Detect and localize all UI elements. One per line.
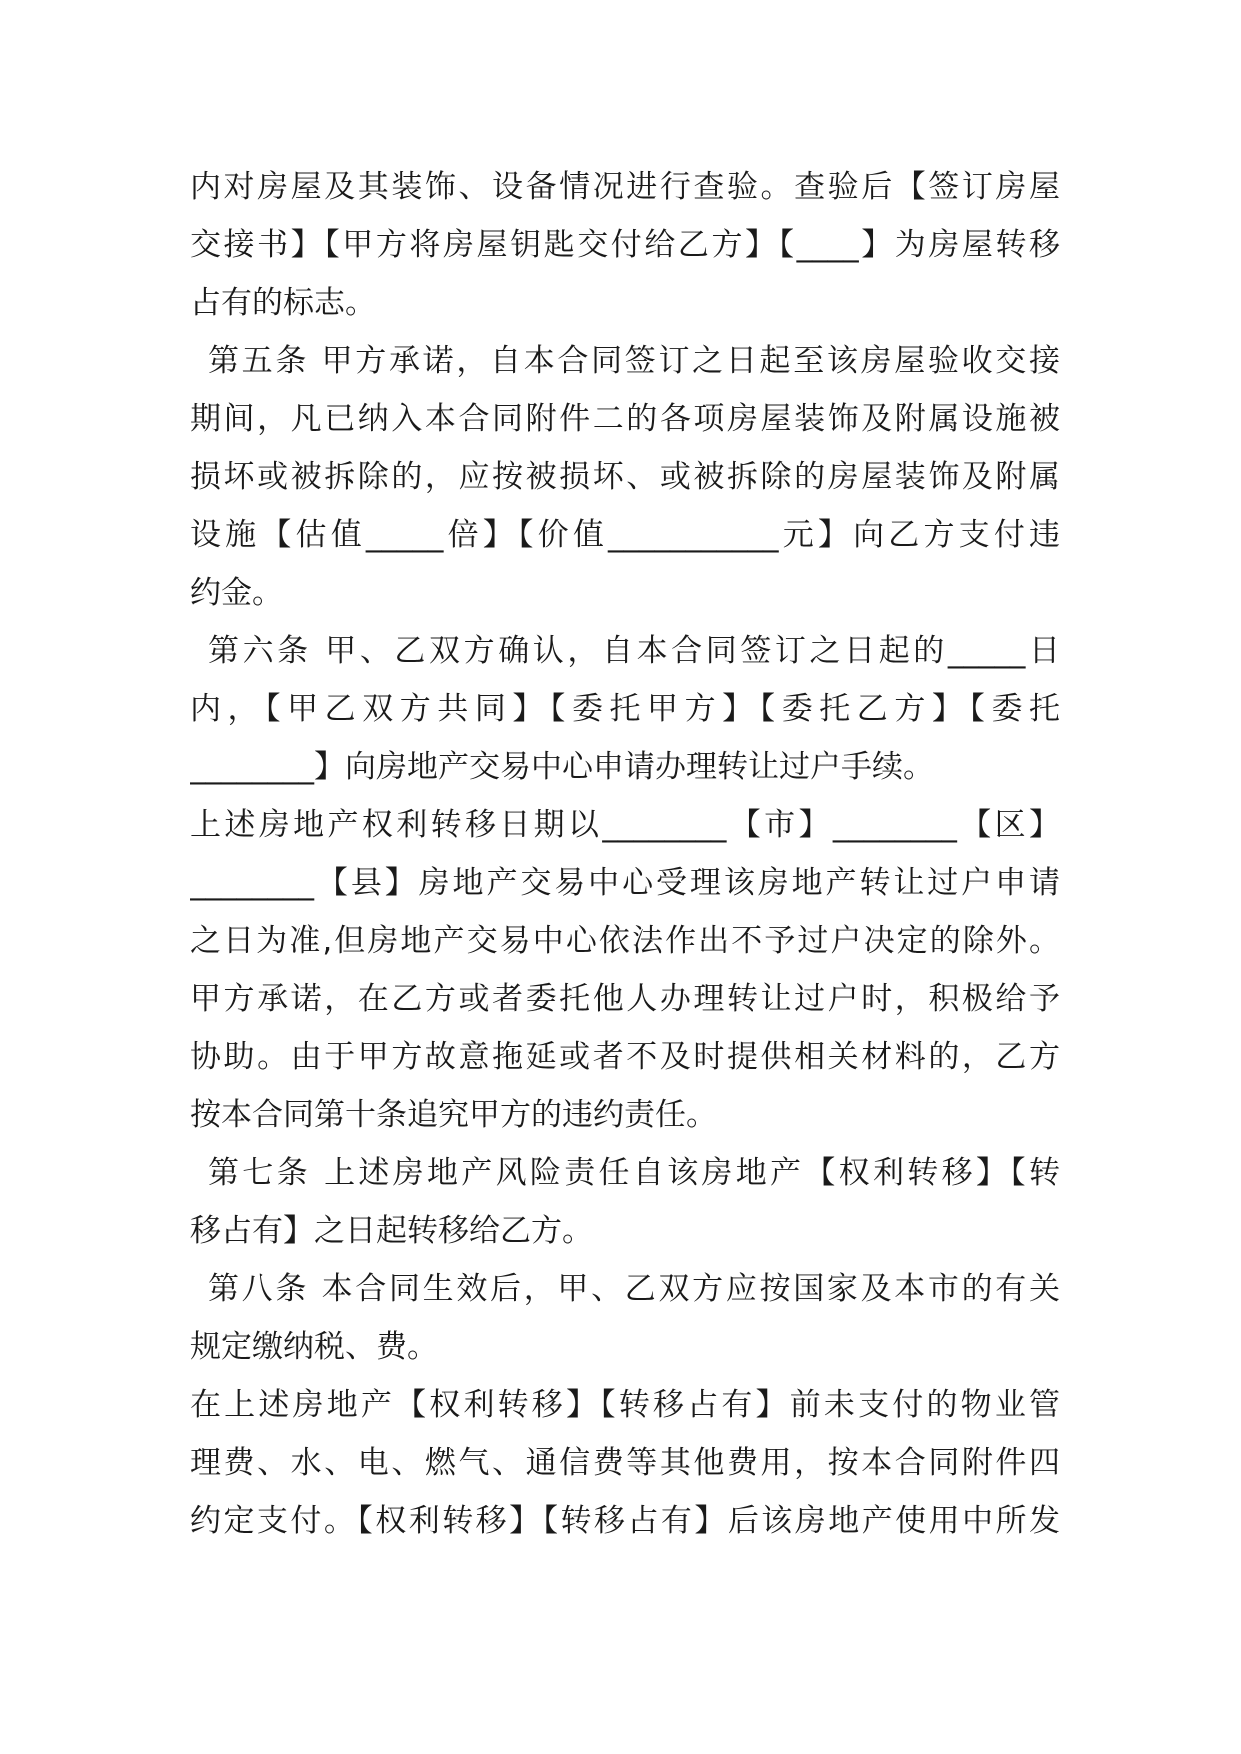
contract-text [190,158,1060,1550]
article-7-heading-line: 第七条 上述房地产风险责任自该房地产【权利转移】【转 [208,1155,1060,1191]
text-line: 内对房屋及其装饰、设备情况进行查验。查验后【签订房屋 [190,169,1060,205]
text-line: 损坏或被拆除的，应按被损坏、或被拆除的房屋装饰及附属 [190,459,1060,495]
text-line: 协助。由于甲方故意拖延或者不及时提供相关材料的，乙方 [190,1039,1060,1075]
text-line: 按本合同第十条追究甲方的违约责任。 [190,1097,717,1133]
article-5-heading-line: 第五条 甲方承诺，自本合同签订之日起至该房屋验收交接 [208,343,1060,379]
text-line: 交接书】【甲方将房屋钥匙交付给乙方】【____】为房屋转移 [190,227,1060,263]
text-line: 移占有】之日起转移给乙方。 [190,1213,593,1249]
text-line: 约定支付。【权利转移】【转移占有】后该房地产使用中所发 [190,1503,1060,1539]
text-line: 规定缴纳税、费。 [190,1329,438,1365]
text-line: 设施【估值_____倍】【价值___________元】向乙方支付违 [190,517,1060,553]
article-8-heading-line: 第八条 本合同生效后，甲、乙双方应按国家及本市的有关 [208,1271,1060,1307]
text-line: 期间，凡已纳入本合同附件二的各项房屋装饰及附属设施被 [190,401,1060,437]
text-line: 约金。 [190,575,283,611]
text-line: 甲方承诺，在乙方或者委托他人办理转让过户时，积极给予 [190,981,1060,1017]
text-line: 之日为准,但房地产交易中心依法作出不予过户决定的除外。 [190,923,1060,959]
text-line: 占有的标志。 [190,285,376,321]
article-6-heading-line: 第六条 甲、乙双方确认，自本合同签订之日起的_____日 [208,633,1060,669]
text-line: ________】向房地产交易中心申请办理转让过户手续。 [190,749,934,785]
text-line: 在上述房地产【权利转移】【转移占有】前未支付的物业管 [190,1387,1060,1423]
text-line: 理费、水、电、燃气、通信费等其他费用，按本合同附件四 [190,1445,1060,1481]
text-line: ________【县】房地产交易中心受理该房地产转让过户申请 [190,865,1060,901]
text-line: 内，【甲乙双方共同】【委托甲方】【委托乙方】【委托 [190,691,1060,727]
text-line: 上述房地产权利转移日期以________【市】________【区】 [190,807,1060,843]
